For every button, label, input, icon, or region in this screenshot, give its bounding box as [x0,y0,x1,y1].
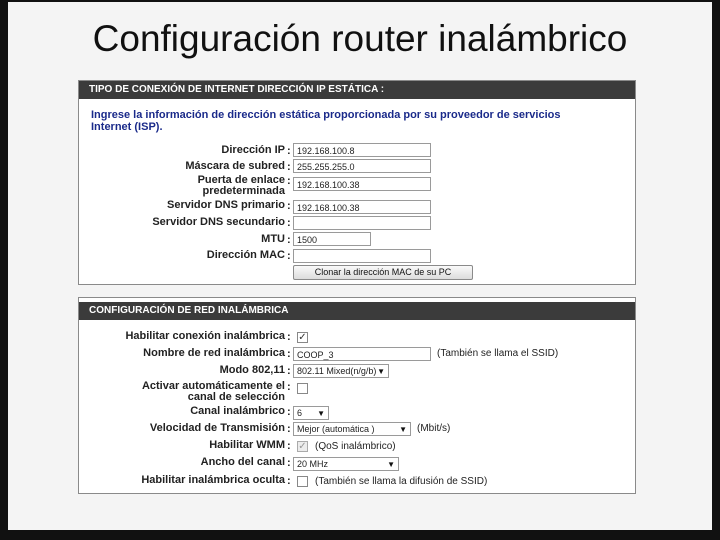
mtu-input[interactable]: 1500 [293,232,371,246]
speed-row [79,422,635,438]
dns2-row [79,215,635,231]
mode-row [79,364,635,380]
wmm-label: Habilitar WMM [209,439,285,451]
checkmark-icon: ✓ [298,332,307,343]
enable-checkbox[interactable] [297,332,308,343]
dns1-row [79,200,635,216]
mode-select-value: 802.11 Mixed(n/g/b) [297,366,377,376]
chevron-down-icon: ▼ [399,425,407,434]
width-select[interactable] [293,457,399,471]
enable-label: Habilitar conexión inalámbrica [125,330,285,342]
checkmark-icon: ✓ [298,441,307,452]
wireless-panel [78,297,636,494]
wmm-note: (QoS inalámbrico) [315,441,396,452]
speed-select-value: Mejor (automática ) [297,424,375,434]
width-row [79,456,635,472]
dns1-input[interactable]: 192.168.100.38 [293,200,431,214]
mac-label: Dirección MAC [206,249,285,261]
mtu-colon: : [287,234,291,246]
channel-colon: : [287,406,291,418]
auto-channel-colon: : [287,381,291,393]
wmm-row [79,439,635,455]
gateway-row [79,175,635,203]
ssid-input[interactable]: COOP_3 [293,347,431,361]
hidden-label: Habilitar inalámbrica oculta [141,474,285,486]
slide-title: Configuración router inalámbrico [92,18,628,59]
dns1-label: Servidor DNS primario [167,199,285,211]
mtu-label: MTU [261,233,285,245]
dns1-colon: : [287,200,291,212]
gateway-label-1: Puerta de enlace [197,174,285,186]
ip-colon: : [287,145,291,157]
enable-row [79,330,635,346]
channel-select[interactable] [293,406,329,420]
gateway-input[interactable]: 192.168.100.38 [293,177,431,191]
ip-label: Dirección IP [221,144,285,156]
ssid-row [79,347,635,363]
chevron-down-icon: ▼ [317,409,325,418]
ssid-label: Nombre de red inalámbrica [143,347,285,359]
auto-channel-label-2: canal de selección [187,391,285,403]
speed-select[interactable] [293,422,411,436]
dns2-input[interactable] [293,216,431,230]
speed-label: Velocidad de Transmisión [149,422,285,434]
mask-label: Máscara de subred [185,160,285,172]
mac-row [79,248,635,264]
gateway-colon: : [287,175,291,187]
clone-mac-button[interactable]: Clonar la dirección MAC de su PC [293,265,473,280]
ssid-colon: : [287,348,291,360]
ssid-note: (También se llama el SSID) [437,348,559,359]
hidden-colon: : [287,475,291,487]
mode-label: Modo 802,11 [219,364,285,376]
dns2-label: Servidor DNS secundario [152,216,285,228]
speed-unit: (Mbit/s) [417,423,451,434]
width-colon: : [287,457,291,469]
static-ip-intro: Ingrese la información de dirección estática proporcionada por su proveedor de servicios Internet (ISP). [91,109,561,133]
hidden-row [79,474,635,490]
mask-colon: : [287,161,291,173]
channel-label: Canal inalámbrico [190,405,285,417]
mode-select[interactable] [293,364,389,378]
mtu-row [79,232,635,248]
auto-channel-checkbox[interactable] [297,383,308,394]
hidden-checkbox[interactable] [297,476,308,487]
channel-row [79,405,635,421]
mac-input[interactable] [293,249,431,263]
dns2-colon: : [287,217,291,229]
wmm-checkbox[interactable] [297,441,308,452]
auto-channel-label-1: Activar automáticamente el [141,380,285,392]
auto-channel-row [79,380,635,408]
chevron-down-icon: ▼ [377,367,385,376]
ip-input[interactable]: 192.168.100.8 [293,143,431,157]
hidden-note: (También se llama la difusión de SSID) [315,476,488,487]
speed-colon: : [287,423,291,435]
mask-row [79,159,635,175]
enable-colon: : [287,331,291,343]
static-ip-panel [78,80,636,285]
ip-row [79,143,635,159]
channel-select-value: 6 [297,408,303,418]
chevron-down-icon: ▼ [387,460,395,469]
static-ip-header: TIPO DE CONEXIÓN DE INTERNET DIRECCIÓN IP ESTÁTICA : [79,81,635,99]
mode-colon: : [287,365,291,377]
mac-colon: : [287,250,291,262]
width-label: Ancho del canal [200,456,285,468]
mask-input[interactable]: 255.255.255.0 [293,159,431,173]
width-select-value: 20 MHz [297,459,329,469]
wireless-header: CONFIGURACIÓN DE RED INALÁMBRICA [79,302,635,320]
wmm-colon: : [287,440,291,452]
gateway-label-2: predeterminada [202,185,285,197]
